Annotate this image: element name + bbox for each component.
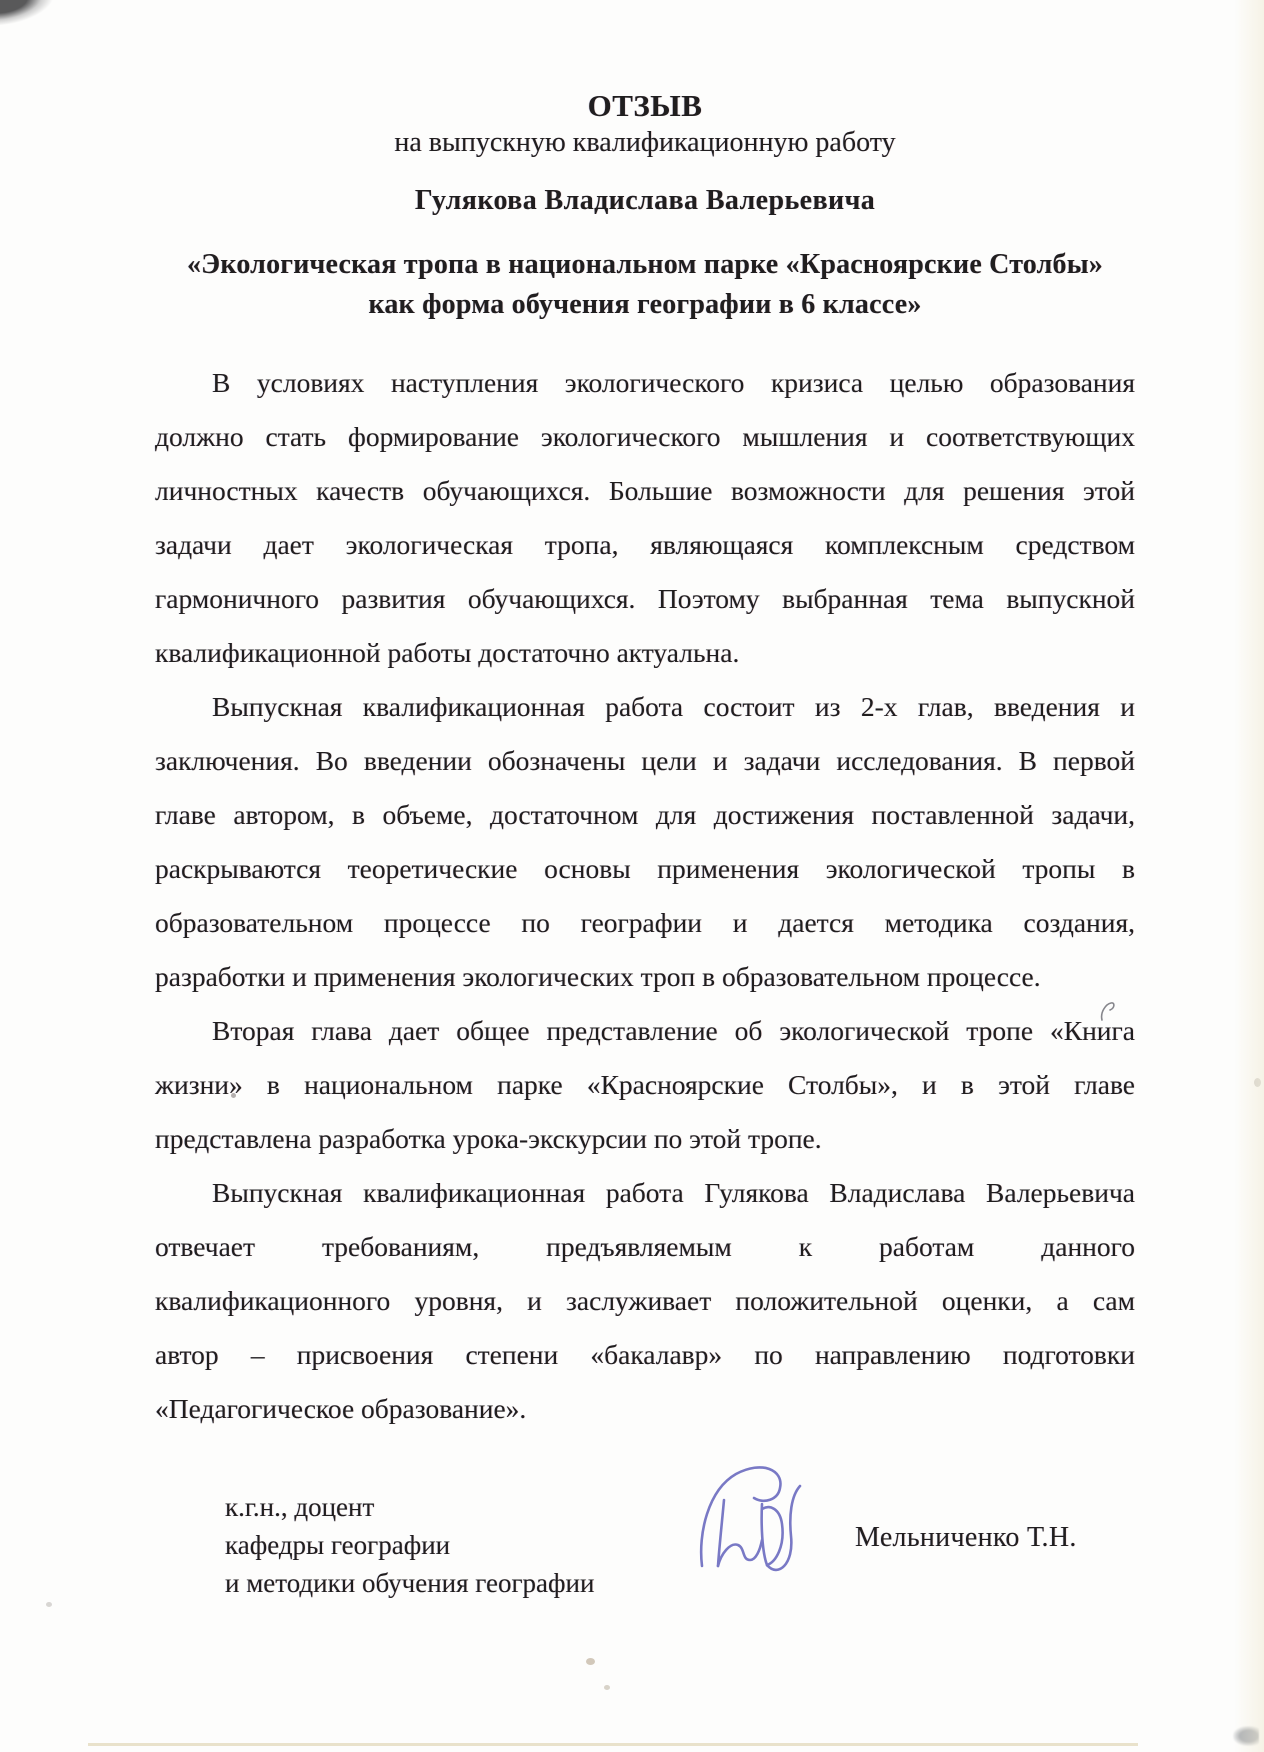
scan-speck bbox=[1254, 1078, 1261, 1087]
body-line: жизни» в национальном парке «Красноярские Столбы», и в этой главе bbox=[155, 1069, 1135, 1100]
body-line: раскрываются теоретические основы применения экологической тропы в bbox=[155, 853, 1135, 884]
body-line: образовательном процессе по географии и дается методика создания, bbox=[155, 907, 1135, 938]
body-line: квалификационной работы достаточно актуальна. bbox=[155, 637, 740, 668]
reviewer-position-line2: кафедры географии bbox=[225, 1530, 451, 1560]
body-line: Выпускная квалификационная работа Гулякова Владислава Валерьевича bbox=[212, 1177, 1135, 1208]
reviewer-position bbox=[225, 1488, 594, 1602]
work-title-line2: как форма обучения географии в 6 классе» bbox=[368, 289, 922, 320]
work-title bbox=[155, 245, 1135, 325]
scan-speck bbox=[604, 1685, 610, 1690]
body-line: Выпускная квалификационная работа состоит из 2-х глав, введения и bbox=[212, 691, 1135, 722]
body-line: гармоничного развития обучающихся. Поэтому выбранная тема выпускной bbox=[155, 583, 1135, 614]
reviewer-position-line1: к.г.н., доцент bbox=[225, 1492, 375, 1522]
body-line: квалификационного уровня, и заслуживает положительной оценки, а сам bbox=[155, 1285, 1135, 1316]
author-name: Гулякова Владислава Валерьевича bbox=[414, 185, 876, 216]
body-line: разработки и применения экологических троп в образовательном процессе. bbox=[155, 961, 1041, 992]
document-title: ОТЗЫВ bbox=[587, 88, 703, 123]
scan-speck bbox=[46, 1602, 52, 1607]
scan-smudge bbox=[1233, 1726, 1259, 1746]
body-line: Вторая глава дает общее представление об экологической тропе «Книга bbox=[212, 1015, 1135, 1046]
body-line: автор – присвоения степени «бакалавр» по направлению подготовки bbox=[155, 1339, 1135, 1370]
body-line: отвечает требованиям, предъявляемым к работам данного bbox=[155, 1231, 1135, 1262]
body-line: должно стать формирование экологического мышления и соответствующих bbox=[155, 421, 1135, 452]
scan-speck bbox=[586, 1658, 595, 1665]
work-title-line1: «Экологическая тропа в национальном парке «Красноярские Столбы» bbox=[186, 249, 1104, 280]
handwritten-signature bbox=[688, 1462, 828, 1590]
reviewer-position-line3: и методики обучения географии bbox=[225, 1568, 595, 1598]
scan-corner-artifact bbox=[0, 0, 56, 26]
review-body bbox=[155, 356, 1135, 1436]
body-line: задачи дает экологическая тропа, являющаяся комплексным средством bbox=[155, 529, 1135, 560]
reviewer-name: Мельниченко Т.Н. bbox=[855, 1522, 1077, 1553]
body-line: главе автором, в объеме, достаточном для достижения поставленной задачи, bbox=[155, 799, 1135, 830]
body-line: «Педагогическое образование». bbox=[155, 1393, 527, 1424]
body-line: личностных качеств обучающихся. Большие возможности для решения этой bbox=[155, 475, 1135, 506]
scan-bottom-line bbox=[88, 1743, 1138, 1746]
document-subtitle: на выпускную квалификационную работу bbox=[394, 127, 896, 158]
body-line: представлена разработка урока-экскурсии по этой тропе. bbox=[155, 1123, 822, 1154]
body-line: В условиях наступления экологического кризиса целью образования bbox=[212, 367, 1135, 398]
body-line: заключения. Во введении обозначены цели и задачи исследования. В первой bbox=[155, 745, 1135, 776]
